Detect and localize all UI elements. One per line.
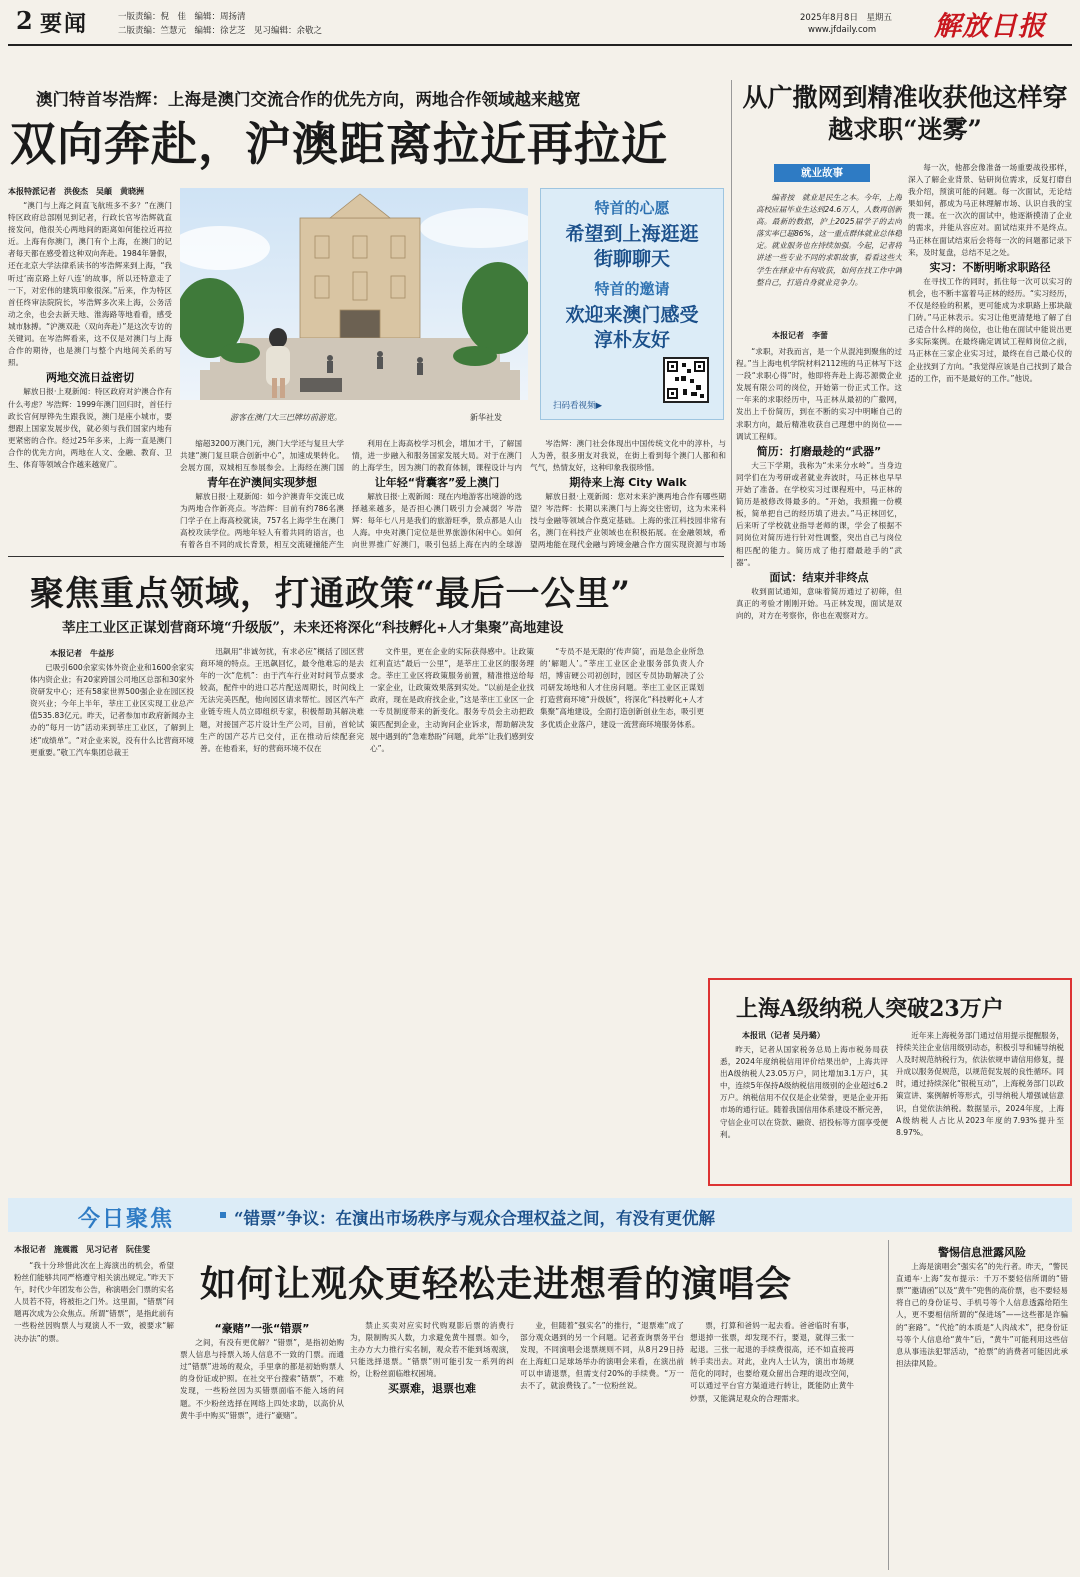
- job-story-byline: 本报记者 李蕾: [772, 331, 828, 340]
- photo-credit: 新华社发: [470, 413, 502, 422]
- subheading: “豪赌”一张“错票”: [214, 1322, 310, 1335]
- paragraph: “求职，对我而言，是一个从混沌到聚焦的过程。”当上海电机学院材料2112班的马正林写下这一段“求职心得”时，他即将奔赴上海芯源微企业发展有限公司的岗位，开始第一份正式工作。这一年来的求职经历中，马正林从最初的广撒网，发出上千份简历，到在不断的实习中明晰自己的求职方向，最后精准收获自己理想中的岗位——调试工程师。: [736, 347, 902, 441]
- paragraph: 每一次，他都会像准备一场重要战役那样，深入了解企业背景、钻研岗位需求，反复打磨自我介绍，预演可能的问题。每一次面试，无论结果如何，都成为马正林理解市场、认识自我的宝贵一课。在一次次的面试中，他逐渐摸清了企业的需求，并能从容应对。面试结束并不是终点。马正林在面试结束后会将每一次的问题都记录下来，及时复盘，总结不足之处。: [908, 163, 1072, 257]
- feature-banner-title: “错票”争议：在演出市场秩序与观众合理权益之间，有没有更优解: [234, 1209, 715, 1228]
- tax-headline: 上海A级纳税人突破23万户: [736, 996, 1004, 1022]
- video-promo-box: [540, 188, 724, 420]
- policy-col-2: [200, 646, 364, 822]
- paragraph: 上海是演唱会“强实名”的先行者。昨天，“警民直通车·上海”发布提示：千万不要轻信所谓的“错票”“邀请函”以及“黄牛”兜售的高价票，也不要轻易将自己的身份证号、手机号等个人信息透露给陌生人，更不要相信所谓的“保进场”——这些都是诈骗的“套路”。“代抢”的本质是“人肉战术”，把身份证号等个人信息给“黄牛”后，“黄牛”可能利用这些信息从事违法犯罪活动，“抢票”的消费者可能因此承担法律风险。: [896, 1262, 1068, 1368]
- top-story-section-4: [530, 438, 726, 550]
- paragraph: 解放日报·上观新闻：如今沪澳青年交流已成为两地合作新亮点。岑浩辉：目前有约786名澳门学子在上海高校就读，757名上海学生在澳门高校攻读学位。两地年轻人有着共同的语言，也有着各自不同的成长背景，相互交流碰撞能产生: [180, 492, 344, 550]
- section-name: 要闻: [40, 11, 89, 37]
- policy-top-rule: [8, 556, 724, 557]
- top-story-section-2: [180, 438, 344, 550]
- policy-headline: 聚焦重点领域，打通政策“最后一公里”: [30, 574, 632, 614]
- feature-headline: 如何让观众更轻松走进想看的演唱会: [200, 1263, 793, 1305]
- subheading: 青年在沪澳间实现梦想: [207, 476, 317, 489]
- issue-date: 2025年8月8日 星期五: [800, 13, 892, 23]
- paragraph: 票，打算和爸妈一起去看。爸爸临时有事，想退掉一张票，却发现不行，要退，就得三张一起退。三张一起退的手续费很高，还不如直接再转手卖出去。对此，业内人士认为，演出市场规范化的同时，也要给观众留出合理的退改空间，可以通过平台官方渠道进行转让，既能防止黄牛炒票，又能满足观众的合理需求。: [690, 1321, 854, 1403]
- top-story-headline: 双向奔赴，沪澳距离拉近再拉近: [10, 117, 668, 171]
- feature-side-divider: [888, 1240, 889, 1570]
- subheading: 让年轻“背囊客”爱上澳门: [374, 476, 500, 489]
- feature-banner-label: 今日聚焦: [78, 1206, 175, 1232]
- feature-byline: 本报记者 施震霞 见习记者 阮佳雯: [14, 1245, 150, 1254]
- paragraph: 业，但随着“强实名”的推行，“退票难”成了部分观众遇到的另一个问题。记者查询票务平台发现，不同演唱会退票规则不同，从8月29日持在上海虹口足球场举办的演唱会来看，在演出前可以申请退票，但需支付20%的手续费。“万一去不了，就浪费钱了。”一位粉丝说。: [520, 1321, 684, 1391]
- tax-byline: 本报讯（记者 吴丹璐）: [742, 1031, 825, 1040]
- paragraph: 昨天，记者从国家税务总局上海市税务局获悉，2024年度纳税信用评价结果出炉，上海共评出A级纳税人23.05万户，同比增加3.1万户，其中，连续5年保持A级纳税信用级别的企业超过6.2万户。纳税信用不仅仅是企业荣誉，更是企业开拓市场的通行证。随着我国信用体系建设不断完善，守信企业可以在贷款、融资、招投标等方面享受便利。: [720, 1045, 888, 1139]
- editors-line-1: 一版责编：倪 佳 编辑：周扬清: [118, 12, 246, 22]
- paragraph: 利用在上海高校学习机会，增加才干，了解国情，进一步融入和服务国家发展大局。对于在澳门的上海学生，因为澳门的教育体制，课程设计与内: [352, 439, 522, 473]
- paragraph: 编者按 就业是民生之本。今年，上海高校应届毕业生达到24.6万人，人数再创新高。最新的数据，沪上2025届学子的去向落实率已超86%，这一重点群体就业总体稳定。就业服务也在持续加强。今起，记者将讲述一些专业不同的求职故事，看看这些大学生在择业中有何收获，如何在找工作中调整自己，打造自身就业竞争力。: [756, 193, 902, 287]
- paragraph: 解放日报·上观新闻：特区政府对沪澳合作有什么考虑？岑浩辉：1999年澳门回归时，首任行政长官何厚铧先生跟我说，澳门是座小城市，要想跟上国家发展步伐，就必须与我们国家内地有更紧密的合作。经过25年多来，上海一直是澳门合作的优先方向，两地在人文、金融、教育、卫生、体育等领域合作越来越宽广。: [8, 387, 172, 469]
- site-url: www.jfdaily.com: [808, 25, 877, 35]
- policy-col-1: [30, 662, 194, 822]
- job-story-editor-note: [756, 192, 902, 312]
- masthead: [0, 0, 1080, 44]
- paragraph: 解放日报·上观新闻：现在内地游客出境游的选择越来越多，是否担心澳门吸引力会减弱？岑浩辉：每年七八月是我们的旅游旺季，景点都是人山人海。中央对澳门定位是世界旅游休闲中心。如何向世界推广好澳门，吸引包括上海在内的全球游: [352, 492, 522, 550]
- subheading: 两地交流日益密切: [46, 371, 134, 385]
- paragraph: 收到面试通知，意味着简历通过了初筛，但真正的考验才刚刚开始。马正林发现，面试是双向的，对方在考察你，你也在观察对方。: [736, 586, 902, 620]
- paragraph: 岑浩辉：澳门社会体现出中国传统文化中的淳朴，与人为善，很多朋友对我说，在街上看到每个澳门人都和和气气，热情友好，这种印象我很珍惜。: [530, 439, 726, 473]
- promo-text-2: 欢迎来澳门感受淳朴友好: [565, 304, 699, 351]
- policy-byline: 本报记者 牛益彤: [50, 649, 114, 658]
- masthead-rule: [8, 44, 1072, 46]
- feature-banner: [8, 1198, 1072, 1232]
- tax-col-1: [720, 1044, 888, 1178]
- qr-code-icon[interactable]: [663, 357, 709, 403]
- macau-ruins-photo: [180, 188, 528, 400]
- top-story-byline: 本报特派记者 洪俊杰 吴頔 黄晓洲: [8, 187, 144, 196]
- top-story-col-1: [8, 200, 172, 545]
- top-story-section-3: [352, 438, 522, 550]
- promo-text-1: 希望到上海逛逛街聊聊天: [565, 223, 699, 270]
- policy-col-4: [540, 646, 704, 822]
- paragraph: 文件里，更在企业的实际获得感中。让政策红利直达“最后一公里”，是莘庄工业区的服务理念。莘庄工业区将政策服务前置，精准推送给每一家企业，让政策效果落到实处。“以前是企业找政府，现在是政府找企业，”这是莘庄工业区一企一专员制度带来的新变化。服务专员会主动把政策匹配到企业，主动询问企业诉求，帮助解决发展中遇到的“急难愁盼”问题，此举“让我们感到安心”。: [370, 647, 534, 753]
- job-story-col-2: [908, 162, 1072, 568]
- feature-col-4: [520, 1320, 684, 1565]
- paragraph: 在寻找工作的同时，抓住每一次可以实习的机会，也不断丰富着马正林的经历。“实习经历，不仅是经验的积累，更可能成为求职路上那块敲门砖。”马正林表示。实习让他更清楚地了解了自己适合什么样的岗位，也让他在面试中能说出更多实际案例。在最终确定调试工程师岗位之前，马正林在三家企业实习过，最终在自己最心仪的企业找到了方向。“我觉得应该是自己找到了最合适的工作，而不是最好的工作。”他说。: [908, 276, 1072, 383]
- promo-label-2: 特首的邀请: [594, 280, 670, 298]
- policy-col-3: [370, 646, 534, 822]
- subheading: 买票难，退票也难: [388, 1382, 476, 1396]
- paragraph: 缩超3200万澳门元，澳门大学还与复旦大学共建“澳门复旦联合创新中心”，加速成果转化。会展方面，双城相互参展参会。上海经在澳门国: [180, 439, 344, 473]
- job-story-tag: 就业故事: [774, 164, 870, 182]
- top-story-kicker: 澳门特首岑浩辉：上海是澳门交流合作的优先方向，两地合作领域越来越宽: [36, 90, 581, 109]
- paragraph: 迅飙用“非诚勿扰，有求必应”概括了园区营商环境的特点。王迅飙回忆，最令他难忘的是去年的一次“危机”：由于汽车行业对时间节点要求较高，配件中的进口芯片配送周期长，时间线上无法完美匹配，他向园区请求帮忙。园区汽车产业链专班人员立即组织专家，积极帮助其解决难题，对接国产芯片设计生产公司，目前，首轮试生产的国产芯片已交付，正在推动后续配套完善。在他看来，好的营商环境不仅在: [200, 647, 364, 753]
- policy-subhead: 莘庄工业区正谋划营商环境“升级版”，未来还将深化“科技孵化+人才集聚”高地建设: [62, 620, 564, 636]
- tax-col-2: [896, 1030, 1064, 1178]
- paragraph: 大三下学期，我称为“未来分水岭”。当身边同学们在为考研或者就业奔波时，马正林也早早开始了准备。在学校实习过课程班中，马正林的简历是被修改得最多的。“开始，我照搬一份模板，简单把自己的经历填了进去。”马正林回忆，后来听了学校就业指导老师的课，学会了根据不同岗位对简历进行针对性调整，突出自己与岗位相匹配的能力。简历成了他打磨最趁手的“武器”。: [736, 460, 902, 567]
- paragraph: “我十分珍惜此次在上海演出的机会，希望粉丝们能够共同严格遵守相关演出规定。”昨天下午，时代少年团发布公告，称演唱会门票的实名人员若不符，将被拒之门外。这里面，“错票”问题再次成为公众焦点。所谓“错票”，是指此前有一些粉丝因购票人与观演人不一致，被要求“解决办法”的票。: [14, 1261, 174, 1343]
- feature-side-col: [896, 1244, 1068, 1566]
- feature-col-1: [14, 1260, 174, 1565]
- photo-caption: 游客在澳门大三巴牌坊前游览。: [230, 413, 342, 422]
- scan-video-link[interactable]: 扫码看视频▶: [553, 401, 603, 411]
- promo-label-1: 特首的心愿: [594, 199, 670, 217]
- feature-col-5: [690, 1320, 854, 1565]
- subheading: 简历：打磨最趁的“武器”: [756, 444, 882, 458]
- paragraph: “澳门与上海之间直飞航班多不多？”在澳门特区政府总部刚见到记者，行政长官岑浩辉就直接发问，他很关心两地间的距离如何能拉近再拉近。上海有你澳门，澳门有个上海，在澳门的记者每天都在感受着这种双向奔赴。1984年暑假，还在北京大学法律系读书的岑浩辉来到上海，“我听过‘南京路上好八连’的故事，所以还特意走了一下，对宏伟的建筑印象很深。”后来，作为特区首任终审法院院长，岑浩辉多次来上海，公务活动之余，也会去新天地、淮海路等地看看，感受城市脉搏。“沪澳双赴（双向奔赴）”是这次专访的关键词。在岑浩辉看来，这不仅是对澳门与上海合作的期待，也是澳门与整个内地间关系的写照。: [8, 201, 172, 368]
- paragraph: 近年来上海税务部门通过信用提示提醒服务，持续关注企业信用级别动态，积极引导和辅导纳税人及时规范纳税行为，依法依规申请信用修复，提升成以服务促规范，以规范促发展的良性循环。同时，通过持续深化“银税互动”，上海税务部门以政策宣讲、案例解析等形式，引导纳税人增强诚信意识，自觉依法纳税。数据显示，2024年度，上海A级纳税人占比从2023年度的7.93%提升至8.97%。: [896, 1031, 1064, 1137]
- paragraph: 已吸引600余家实体外资企业和1600余家实体内资企业；有20家跨国公司地区总部和30家外资研发中心；还有58家世界500强企业在园区投资兴业；今年上半年，莘庄工业区实现工业总产值535.83亿元。昨天，记者参加市政府新闻办主办的“每月一访”活动来到莘庄工业区，了解到上述“成绩单”。“对企业来说，没有什么比营商环境更重要。”敬工汽车集团总裁王: [30, 663, 194, 757]
- paragraph: 禁止买卖对应实时代购观影后票的消费行为，限制购买人数，力求避免黄牛囤票。如今，主办方大力推行实名制，观众若不能到场观演，只能选择退票。“错票”则可能引发一系列的纠纷，让粉丝面临维权困境。: [350, 1321, 514, 1379]
- page-number: 2: [16, 6, 33, 35]
- editors-line-2: 二版责编：竺慧元 编辑：徐艺芝 见习编辑：余敬之: [118, 26, 323, 36]
- paragraph: 之间，有没有更优解？“错票”，是指初始购票人信息与持票入场人信息不一致的门票。而通过“错票”进场的观众，手里拿的都是初始购票人的身份证或护照。在社交平台搜索“错票”，不难发现，一些粉丝因为买错票面临不能入场的问题。不少粉丝选择在网络上四处求助，以高价从黄牛手中购买“错票”，进行“豪赌”。: [180, 1338, 344, 1420]
- job-story-headline: [740, 82, 1070, 146]
- newspaper-logo: 解放日报: [934, 11, 1046, 42]
- subheading: 面试：结束并非终点: [769, 570, 869, 584]
- feature-col-3: [350, 1320, 514, 1565]
- subheading: 期待来上海 City Walk: [569, 476, 687, 489]
- job-story-col-1: [736, 346, 902, 906]
- paragraph: 解放日报·上观新闻：您对未来沪澳两地合作有哪些期望？岑浩辉：长期以来澳门与上海交往密切，这为未来科技与金融等领域合作奠定基础。上海的张江科技园非常有名，澳门在科技产业领域也在积极拓展。在金融领域，希望两地能在现代金融与跨境金融合作方面实现资源与市场: [530, 492, 726, 550]
- job-story-headline-text: 从广撒网到精准收获他这样穿越求职“迷雾”: [742, 83, 1068, 144]
- paragraph: “专员不是无限的‘传声筒’，而是急企业所急的‘解题人’。”莘庄工业区企业服务部负责人介绍，博宙硬公司初创时，园区专员协助解决了公司研发场地和人才住房问题。莘庄工业区正谋划打造营商环境“升级版”，将深化“科技孵化+人才集聚”高地建设，全面打造创新创业生态，吸引更多优质企业落户，建设一流营商环境服务体系。: [540, 647, 704, 729]
- feature-banner-dot-icon: [220, 1212, 226, 1218]
- subheading: 实习：不断明晰求职路径: [929, 260, 1051, 274]
- job-story-divider: [731, 80, 732, 568]
- subheading: 警惕信息泄露风险: [938, 1246, 1026, 1259]
- feature-col-2: [180, 1320, 344, 1565]
